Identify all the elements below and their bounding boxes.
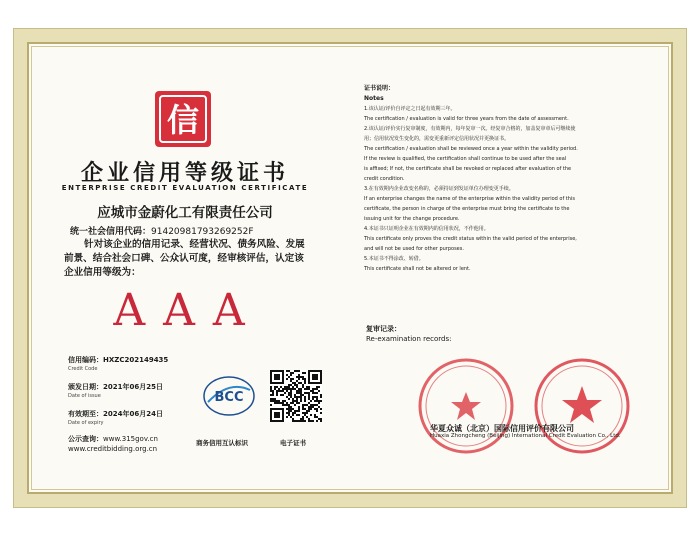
meta-expiry-date-cn: 有效期至：2024年06月24日 [68, 410, 163, 418]
meta-credit-code [68, 356, 168, 374]
note-line: 5.本证书不得涂改、转借。 [364, 256, 424, 262]
note-line: The certification / evaluation shall be reviewed once a year within the validity period. [364, 146, 578, 152]
company-name: 应城市金蔚化工有限责任公司 [97, 205, 273, 221]
issuer-seal-left [416, 356, 516, 460]
note-line: issuing unit for the change procedure. [364, 216, 460, 222]
body-line: 针对该企业的信用记录、经营状况、债务风险、发展 [84, 239, 305, 250]
site-link-2[interactable]: www.creditbidding.org.cn [68, 445, 158, 453]
meta-expiry-date [68, 410, 163, 428]
note-line: 2.该认证/评价实行复审制度，有效期内，每年复审一次。经复审合格的，加盖复审章后可继续使 [364, 126, 576, 132]
site-label: 公示查询： [68, 435, 103, 443]
notes-list [364, 104, 656, 274]
meta-issue-date [68, 383, 163, 401]
note-line: This certificate shall not be altered or lent. [364, 266, 471, 272]
issuer-name-en: Huaxia Zhongcheng (Beijing) International Credit Evaluation Co., Ltd. [430, 433, 621, 439]
note-line: certificate, the person in charge of the enterprise must bring the certificate to the [364, 206, 570, 212]
site-link-1[interactable]: www.315gov.cn [103, 435, 158, 443]
meta-issue-date-cn: 颁发日期：2021年06月25日 [68, 383, 163, 391]
caption-bcc: 商务信用互认标识 [196, 439, 248, 447]
issuer-name-cn: 华夏众诚（北京）国际信用评价有限公司 [430, 424, 574, 433]
note-line: 用；信用状况发生变化的，需变更重新评定信用状况并更换证书。 [364, 136, 510, 142]
meta-issue-date-en: Date of issue [68, 393, 101, 399]
public-query [68, 434, 158, 444]
recheck-label-cn: 复审记录： [366, 325, 401, 333]
issuer-seal-right [532, 356, 632, 460]
qr-code[interactable] [270, 370, 322, 422]
meta-credit-code-en: Credit Code [68, 366, 98, 372]
note-line: If the review is qualified, the certification shall continue to be used after the seal [364, 156, 567, 162]
note-line: is affixed; If not, the certificate shall be revoked or replaced after evaluation of the [364, 166, 572, 172]
note-line: credit condition. [364, 176, 405, 182]
credit-grade: AAA [113, 285, 263, 336]
note-line: and will not be used for other purposes. [364, 246, 464, 252]
note-line: If an enterprise changes the name of the enterprise within the validity period of this [364, 196, 575, 202]
meta-expiry-date-en: Date of expiry [68, 420, 104, 426]
notes-head-en: Notes [364, 95, 384, 102]
body-line: 前景、结合社会口碑、公众认可度，经审核评估，认定该 [64, 253, 304, 264]
note-line: 3.在有效期内企业改变名称的，必须持证到发证单位办理变更手续。 [364, 186, 514, 192]
credit-code-value: 91420981793269252F [151, 227, 254, 237]
notes-section [364, 84, 656, 274]
notes-head-cn: 证书说明： [364, 85, 395, 92]
meta-credit-code-cn: 信用编码：HXZC202149435 [68, 356, 169, 364]
note-line: 1.该认证/评价自评定之日起有效期三年。 [364, 106, 456, 112]
logo-glyph: 信 [166, 101, 200, 139]
bcc-logo [202, 374, 256, 418]
certificate-body-text [64, 238, 312, 280]
certificate-title-cn: 企业信用等级证书 [80, 160, 289, 186]
note-line: The certification / evaluation is valid for three years from the date of assessment. [364, 116, 569, 122]
note-line: 4.本证书只证明企业在有效期内的信用状况，不作他用。 [364, 226, 489, 232]
certificate-title-en: ENTERPRISE CREDIT EVALUATION CERTIFICATE [61, 184, 309, 192]
note-line: This certificate only proves the credit status within the valid period of the enterprise, [364, 236, 577, 242]
recheck-label-en: Re-examination records: [366, 335, 452, 343]
bcc-text: BCC [214, 390, 244, 405]
body-line: 企业信用等级为： [64, 267, 141, 278]
credit-code-label: 统一社会信用代码： [70, 227, 152, 237]
credit-code-line [70, 224, 254, 237]
caption-qr: 电子证书 [280, 439, 306, 447]
credit-logo-seal [152, 88, 214, 150]
